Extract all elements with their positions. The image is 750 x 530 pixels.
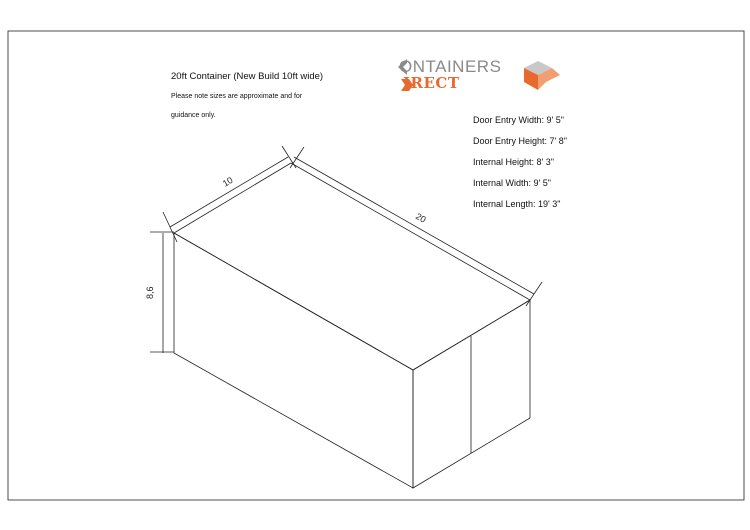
width-dim-label: 10	[220, 174, 235, 189]
drawing-title: 20ft Container (New Build 10ft wide)	[171, 71, 324, 82]
spec-door-entry-width: Door Entry Width: 9' 5"	[473, 115, 564, 125]
width-dim-line	[170, 157, 288, 227]
note-line-1: Please note sizes are approximate and for	[171, 93, 303, 100]
container-door-face	[413, 300, 530, 488]
width-dim-tick-right	[282, 146, 296, 168]
spec-internal-length: Internal Length: 19' 3"	[473, 199, 561, 209]
container-drawing	[174, 163, 530, 488]
spec-internal-width: Internal Width: 9' 5"	[473, 178, 551, 188]
length-dim-tick-left	[290, 147, 304, 168]
spec-internal-height: Internal Height: 8' 3"	[473, 157, 554, 167]
logo-word-containers: ONTAINERS	[399, 57, 502, 76]
spec-door-entry-height: Door Entry Height: 7' 8"	[473, 136, 567, 146]
container-top-face	[174, 163, 530, 370]
width-dim-tick-left	[163, 212, 177, 242]
note-line-2: guidance only.	[171, 112, 216, 119]
length-dim-label: 20	[414, 211, 428, 225]
height-dim-label: 8,6	[145, 286, 155, 299]
length-dim-tick-right	[526, 282, 542, 306]
sheet-border	[8, 31, 744, 500]
logo-word-direct: IRECT	[403, 74, 460, 92]
container-side-face	[174, 233, 413, 488]
containers-direct-logo	[397, 57, 565, 93]
